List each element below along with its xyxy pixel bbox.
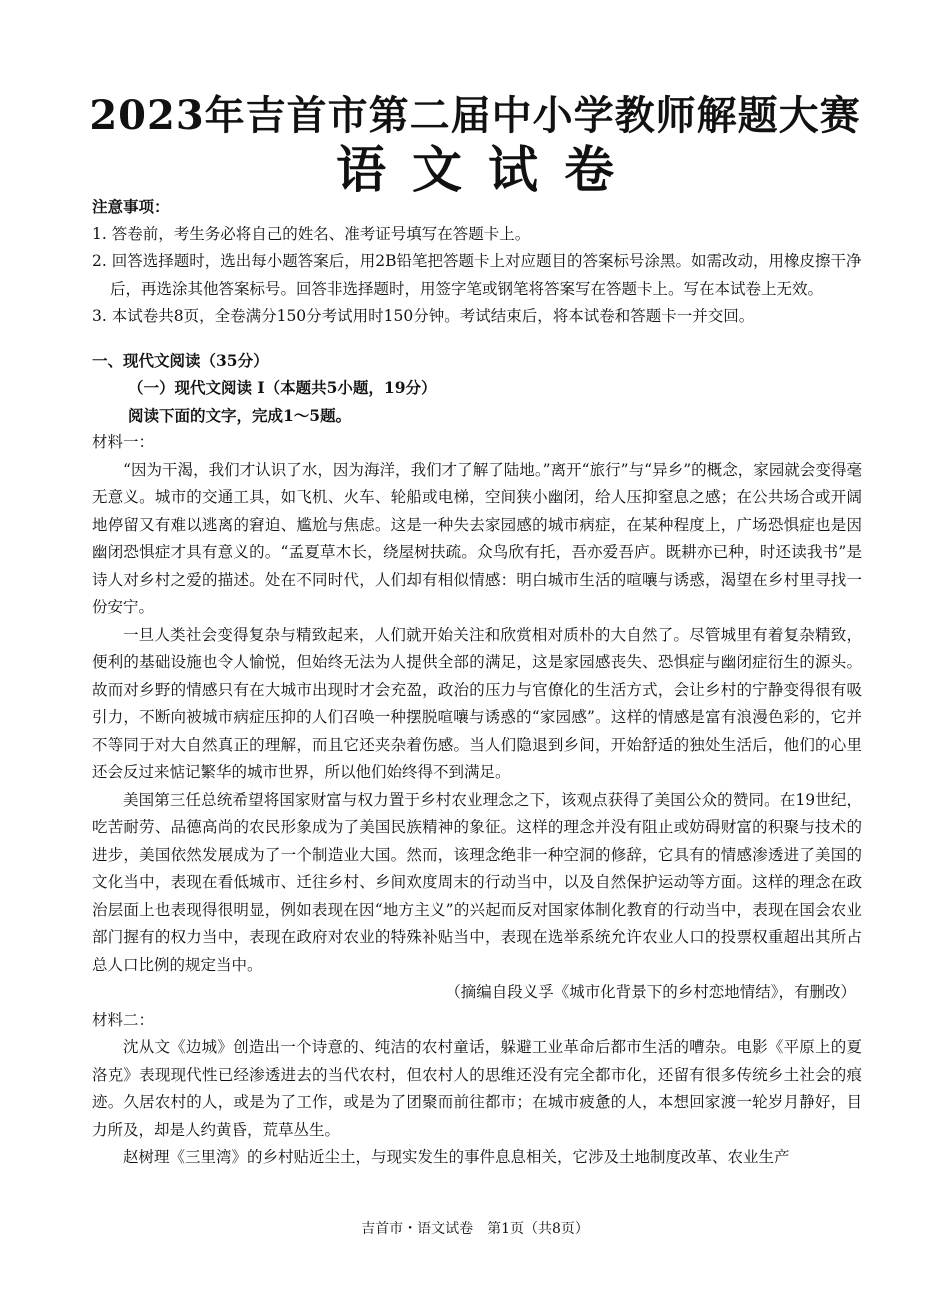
material-2-paragraph-1: 沈从文《边城》创造出一个诗意的、纯洁的农村童话，躲避工业革命后都市生活的嘈杂。电影《平原上的夏洛克》表现现代性已经渗透进去的当代农村，但农村人的思维还没有完全都市化，还留有很多传统乡土社会的痕迹。久居农村的人，或是为了工作，或是为了团聚而前往都市；在城市疲惫的人，本想回家渡一轮岁月静好，目力所及，却是人约黄昏，荒草丛生。	[92, 1038, 862, 1139]
material-1-paragraph-2: 一旦人类社会变得复杂与精致起来，人们就开始关注和欣赏相对质朴的大自然了。尽管城里有着复杂精致，便利的基础设施也令人愉悦，但始终无法为人提供全部的满足，这是家园感丧失、恐惧症与幽闭症衍生的源头。故而对乡野的情感只有在大城市出现时才会充盈，政治的压力与官僚化的生活方式，会让乡村的宁静变得很有吸引力，不断向被城市病症压抑的人们召唤一种摆脱喧嚷与诱惑的“家园感”。这样的情感是富有浪漫色彩的，它并不等同于对大自然真正的理解，而且它还夹杂着伤感。当人们隐退到乡间，开始舒适的独处生活后，他们的心里还会反过来惦记繁华的城市世界，所以他们始终得不到满足。	[92, 625, 862, 781]
material-1-paragraph-1: “因为干渴，我们才认识了水，因为海洋，我们才了解了陆地。”离开“旅行”与“异乡”的概念，家园就会变得毫无意义。城市的交通工具，如飞机、火车、轮船或电梯，空间狭小幽闭，给人压抑窒息之感；在公共场合或开阔地停留又有难以逃离的窘迫、尴尬与焦虑。这是一种失去家园感的城市病症，在某种程度上，广场恐惧症也是因幽闭恐惧症才具有意义的。“孟夏草木长，绕屋树扶疏。众鸟欣有托，吾亦爱吾庐。既耕亦已种，时还读我书”是诗人对乡村之爱的描述。处在不同时代，人们却有相似情感：明白城市生活的喧嚷与诱惑，渴望在乡村里寻找一份安宁。	[92, 460, 862, 616]
reading-instruction: 阅读下面的文字，完成1～5题。	[128, 405, 352, 425]
exam-content	[92, 193, 862, 1172]
material-1-paragraph-3: 美国第三任总统希望将国家财富与权力置于乡村农业理念之下，该观点获得了美国公众的赞同。在19世纪，吃苦耐劳、品德高尚的农民形象成为了美国民族精神的象征。这样的理念并没有阻止或妨碍财富的积聚与技术的进步，美国依然发展成为了一个制造业大国。然而，该理念绝非一种空洞的修辞，它具有的情感渗透进了美国的文化当中，表现在看低城市、迁往乡村、乡间欢度周末的行动当中，以及自然保护运动等方面。这样的理念在政治层面上也表现得很明显，例如表现在因“地方主义”的兴起而反对国家体制化教育的行动当中，表现在国会农业部门握有的权力当中，表现在政府对农业的特殊补贴当中，表现在选举系统允许农业人口的投票权重超出其所占总人口比例的规定当中。	[92, 790, 862, 974]
notice-item-3: 3. 本试卷共8页，全卷满分150分考试用时150分钟。考试结束后，将本试卷和答题卡一并交回。	[92, 307, 755, 325]
material-1-source: （摘编自段义孚《城市化背景下的乡村恋地情结》，有删改）	[445, 983, 856, 1001]
notice-heading: 注意事项：	[92, 197, 170, 216]
material-1-label: 材料一：	[92, 433, 155, 451]
exam-subtitle: 语文试卷	[336, 140, 640, 199]
material-2-label: 材料二：	[92, 1010, 155, 1029]
notice-item-2: 2. 回答选择题时，选出每小题答案后，用2B铅笔把答题卡上对应题目的答案标号涂黑。如需改动，用橡皮擦干净后，再选涂其他答案标号。回答非选择题时，用签字笔或钢笔将答案写在答题卡上。写在本试卷上无效。	[92, 252, 862, 298]
page-footer: 吉首市・语文试卷 第1页（共8页）	[361, 1221, 589, 1237]
exam-title: 2023年吉首市第二届中小学教师解题大赛	[89, 92, 861, 139]
section-heading: 一、现代文阅读（35分）	[92, 350, 269, 370]
material-2-paragraph-2: 赵树理《三里湾》的乡村贴近尘土，与现实发生的事件息息相关，它涉及土地制度改革、农业生产	[123, 1148, 790, 1166]
notice-item-1: 1. 答卷前，考生务必将自己的姓名、准考证号填写在答题卡上。	[92, 224, 531, 243]
subsection-heading: （一）现代文阅读 I（本题共5小题，19分）	[128, 378, 437, 397]
